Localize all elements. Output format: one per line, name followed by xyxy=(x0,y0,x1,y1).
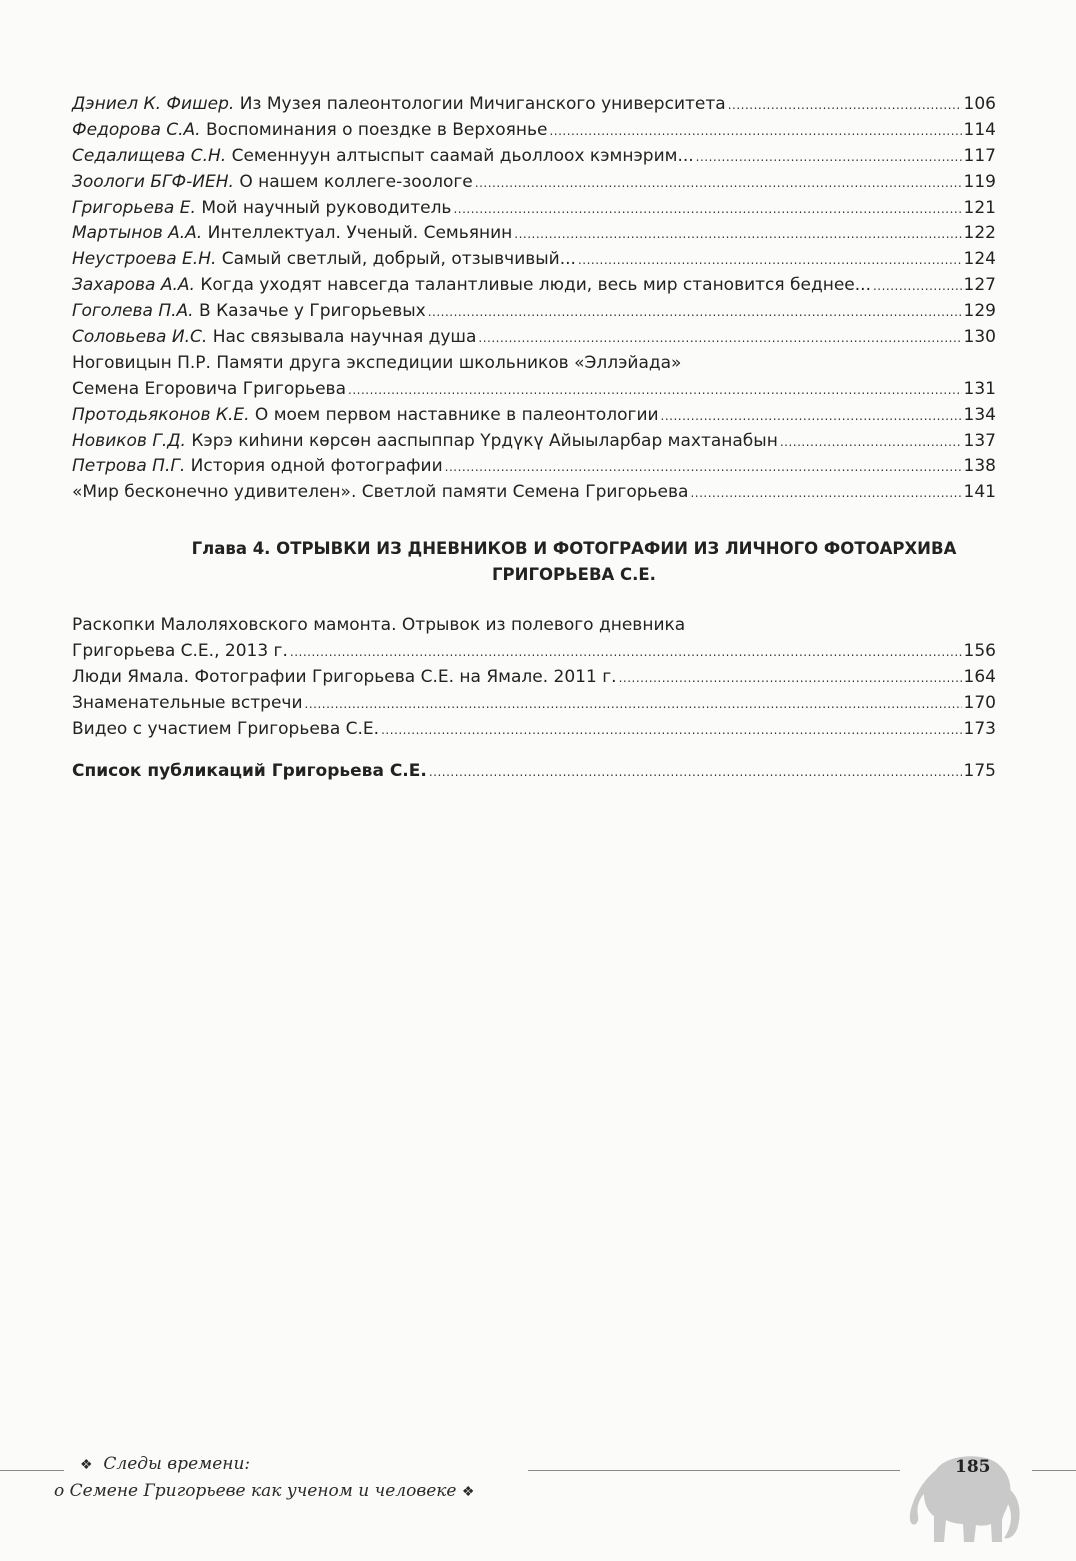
toc-entry-first-line: Раскопки Малоляховского мамонта. Отрывок из полевого дневника xyxy=(72,615,686,635)
dot-leader xyxy=(445,455,962,481)
entry-author: Ноговицын П.Р. xyxy=(72,352,211,373)
toc-entry-continuation xyxy=(72,639,996,665)
toc-entry xyxy=(72,403,996,429)
dot-leader xyxy=(305,692,962,718)
dot-leader xyxy=(478,326,961,352)
toc-entry-continuation xyxy=(72,377,996,403)
dot-leader xyxy=(453,197,961,223)
toc-list xyxy=(72,92,996,506)
entry-author: Петрова П.Г. xyxy=(72,456,186,477)
toc-entry xyxy=(72,325,996,351)
dot-leader xyxy=(429,760,962,786)
toc-entry xyxy=(72,429,996,455)
toc-entry xyxy=(72,247,996,273)
entry-title-continued: Григорьева С.Е., 2013 г. xyxy=(72,640,288,661)
toc-entry xyxy=(72,454,996,480)
toc-entry xyxy=(72,118,996,144)
dot-leader xyxy=(696,145,962,171)
entry-title: Памяти друга экспедиции школьников «Эллэйада» xyxy=(216,352,682,373)
footer-rule xyxy=(528,1470,900,1471)
dot-leader xyxy=(381,718,961,744)
entry-title: Знаменательные встречи xyxy=(72,692,303,713)
entry-page: 117 xyxy=(963,145,996,166)
entry-page: 156 xyxy=(963,640,996,661)
dot-leader xyxy=(728,93,962,119)
dot-leader xyxy=(514,222,961,248)
toc-entry xyxy=(72,92,996,118)
entry-title: Видео с участием Григорьева С.Е. xyxy=(72,718,380,739)
footer-line-1: Следы времени: xyxy=(103,1454,251,1474)
toc-entry xyxy=(72,273,996,299)
entry-page: 170 xyxy=(963,692,996,713)
dot-leader xyxy=(780,430,962,456)
chapter-heading xyxy=(72,536,1076,588)
entry-title: Самый светлый, добрый, отзывчивый... xyxy=(221,249,576,270)
toc-entry-first-line xyxy=(72,351,996,377)
dot-leader xyxy=(348,378,962,404)
entry-title: История одной фотографии xyxy=(190,456,443,477)
dot-leader xyxy=(290,640,962,666)
dot-leader xyxy=(690,481,961,507)
toc-entry xyxy=(72,144,996,170)
page-footer xyxy=(0,1450,1076,1561)
entry-author: Мартынов А.А. xyxy=(72,223,203,244)
entry-page: 130 xyxy=(963,327,996,348)
entry-title: Список публикаций Григорьева С.Е. xyxy=(72,761,427,781)
entry-title: Когда уходят навсегда талантливые люди, весь мир становится беднее... xyxy=(200,275,871,296)
entry-title: Воспоминания о поездке в Верхоянье xyxy=(206,119,548,140)
entry-title: «Мир бесконечно удивителен». Светлой памяти Семена Григорьева xyxy=(72,482,689,503)
entry-title: Нас связывала научная душа xyxy=(212,327,477,348)
entry-page: 127 xyxy=(963,275,996,296)
toc-entry xyxy=(72,170,996,196)
entry-page: 134 xyxy=(963,404,996,425)
entry-title: Интеллектуал. Ученый. Семьянин xyxy=(207,223,513,244)
chapter-toc-list xyxy=(72,613,996,742)
entry-author: Протодьяконов К.Е. xyxy=(72,404,250,425)
entry-title-continued: Семена Егоровича Григорьева xyxy=(72,378,346,399)
toc-entry xyxy=(72,196,996,222)
entry-page: 175 xyxy=(963,761,996,781)
entry-title: Мой научный руководитель xyxy=(201,197,452,218)
page-number: 185 xyxy=(955,1457,991,1477)
ornament-icon: ❖ xyxy=(80,1457,93,1473)
entry-author: Соловьева И.С. xyxy=(72,327,208,348)
ornament-icon: ❖ xyxy=(461,1484,475,1500)
entry-author: Новиков Г.Д. xyxy=(72,430,186,451)
entry-author: Дэниел К. Фишер. xyxy=(72,94,235,114)
entry-author: Федорова С.А. xyxy=(72,119,201,140)
entry-title: Из Музея палеонтологии Мичиганского университета xyxy=(239,94,726,114)
entry-author: Захарова А.А. xyxy=(72,275,195,296)
entry-page: 131 xyxy=(963,378,996,399)
footer-rule xyxy=(1032,1470,1076,1471)
entry-page: 106 xyxy=(963,94,996,114)
dot-leader xyxy=(428,300,962,326)
entry-page: 137 xyxy=(963,430,996,451)
dot-leader xyxy=(661,404,962,430)
entry-page: 129 xyxy=(963,301,996,322)
entry-author: Неустроева Е.Н. xyxy=(72,249,217,270)
dot-leader xyxy=(549,119,961,145)
dot-leader xyxy=(619,666,962,692)
entry-title: Семеннуун алтыспыт саамай дьоллоох кэмнэрим... xyxy=(231,145,694,166)
dot-leader xyxy=(475,171,962,197)
toc-entry xyxy=(72,717,996,743)
entry-title: О нашем коллеге-зоологе xyxy=(239,171,473,192)
entry-title: Люди Ямала. Фотографии Григорьева С.Е. на Ямале. 2011 г. xyxy=(72,666,617,687)
toc-entry xyxy=(72,480,996,506)
toc-entry xyxy=(72,691,996,717)
entry-page: 114 xyxy=(963,119,996,140)
toc-entry xyxy=(72,665,996,691)
toc-entry xyxy=(72,299,996,325)
dot-leader xyxy=(578,248,962,274)
entry-page: 119 xyxy=(963,171,996,192)
entry-page: 121 xyxy=(963,197,996,218)
chapter-heading-line: ГРИГОРЬЕВА С.Е. xyxy=(492,565,656,584)
entry-title: В Казачье у Григорьевых xyxy=(199,301,426,322)
entry-title: Кэрэ киhини көрсөн ааспыппар Үрдүкү Айыыларбар махтанабын xyxy=(191,430,778,451)
footer-rule xyxy=(0,1470,64,1471)
footer-line-2: о Семене Григорьеве как ученом и человеке xyxy=(54,1481,457,1501)
entry-author: Седалищева С.Н. xyxy=(72,145,227,166)
entry-author: Зоологи БГФ-ИЕН. xyxy=(72,171,234,192)
entry-page: 138 xyxy=(963,456,996,477)
entry-author: Гоголева П.А. xyxy=(72,301,194,322)
dot-leader xyxy=(873,274,962,300)
entry-page: 164 xyxy=(963,666,996,687)
entry-page: 141 xyxy=(963,482,996,503)
publications-entry xyxy=(72,759,996,785)
chapter-heading-line: Глава 4. ОТРЫВКИ ИЗ ДНЕВНИКОВ И ФОТОГРАФИИ ИЗ ЛИЧНОГО ФОТОАРХИВА xyxy=(191,539,957,558)
entry-page: 173 xyxy=(963,718,996,739)
footer-book-title xyxy=(54,1451,475,1505)
toc-entry xyxy=(72,221,996,247)
entry-author: Григорьева Е. xyxy=(72,197,196,218)
publications-entry-block xyxy=(72,759,996,785)
entry-page: 122 xyxy=(963,223,996,244)
entry-page: 124 xyxy=(963,249,996,270)
entry-title: О моем первом наставнике в палеонтологии xyxy=(254,404,659,425)
